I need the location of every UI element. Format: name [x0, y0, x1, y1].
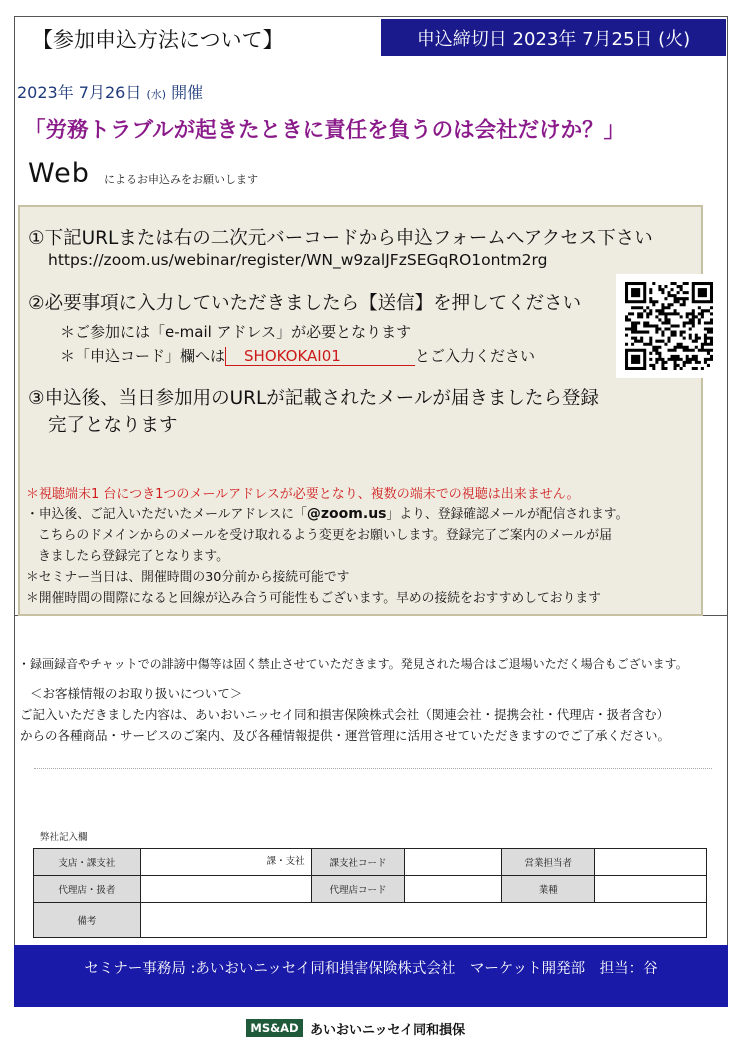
step-3: ③申込後、当日参加用のURLが記載されたメールが届きましたら登録 — [28, 388, 599, 409]
register-url-link[interactable]: https://zoom.us/webinar/register/WN_w9zalJFzSEGqRO1ontm2rg — [48, 251, 548, 269]
agent-code-label: 代理店コード — [311, 876, 405, 903]
qr-code-icon — [625, 282, 713, 370]
policy-text-1: ご記入いただきました内容は、あいおいニッセイ同和損害保険株式会社（関連会社・提携会社・代理店・扱者含む） — [20, 707, 670, 722]
remarks-field[interactable] — [140, 903, 706, 938]
step-1: ①下記URLまたは右の二次元バーコードから申込フォームへアクセス下さい — [28, 228, 653, 249]
step-2-note-code — [60, 345, 535, 366]
office-use-label: 弊社記入欄 — [40, 832, 88, 843]
event-date-text: 2023年 7月26日 — [17, 83, 142, 102]
footer-secretariat: セミナー事務局 :あいおいニッセイ同和損害保険株式会社 マーケット開発部 担当：谷 — [84, 961, 658, 977]
policy-recording: ・録画録音やチャットでの誹謗中傷等は固く禁止させていただきます。発見された場合はご退場いただく場合もございます。 — [18, 657, 688, 671]
agent-field[interactable] — [140, 876, 311, 903]
branch-suffix: 課・支社 — [266, 856, 305, 867]
note-connect-time: ＊セミナー当日は、開催時間の30分前から接続可能です — [26, 570, 350, 585]
note-confirmation-mail — [26, 503, 628, 522]
seminar-title: 「労務トラブルが起きたときに責任を負うのは会社だけか？」 — [24, 118, 626, 143]
step-2-note-email: ＊ご参加には「e-mail アドレス」が必要となります — [60, 323, 412, 341]
policy-heading: ＜お客様情報のお取り扱いについて＞ — [30, 686, 243, 701]
industry-field[interactable] — [595, 876, 707, 903]
note-mail-prefix: ・申込後、ご記入いただいたメールアドレスに「 — [26, 507, 307, 522]
table-row — [34, 903, 707, 938]
remarks-label: 備考 — [34, 903, 141, 938]
branch-code-field[interactable] — [405, 849, 502, 876]
event-weekday: (水) — [146, 88, 167, 101]
company-logo-text: あいおいニッセイ同和損保 — [310, 1023, 466, 1038]
branch-field[interactable] — [140, 849, 311, 876]
application-code: SHOKOKAI01 — [225, 347, 415, 366]
branch-code-label: 課支社コード — [311, 849, 405, 876]
code-note-prefix: ＊「申込コード」欄へは — [60, 347, 226, 365]
agent-label: 代理店・扱者 — [34, 876, 141, 903]
web-note: によるお申込みをお願いします — [104, 173, 258, 186]
deadline-badge: 申込締切日 2023年 7月25日 (火) — [381, 19, 726, 56]
event-date — [17, 80, 203, 103]
table-row — [34, 849, 707, 876]
industry-label: 業種 — [502, 876, 595, 903]
office-use-table — [33, 848, 707, 938]
note-domain-setting-cont: きましたら登録完了となります。 — [38, 549, 229, 564]
web-heading: Web — [28, 158, 90, 189]
agent-code-field[interactable] — [405, 876, 502, 903]
sales-rep-label: 営業担当者 — [502, 849, 595, 876]
sales-rep-field[interactable] — [595, 849, 707, 876]
policy-text-2: からの各種商品・サービスのご案内、及び各種情報提供・運営管理に活用させていただきますのでご了承ください。 — [20, 728, 671, 743]
step-2: ②必要事項に入力していただきましたら【送信】を押してください — [28, 293, 582, 314]
zoom-domain: @zoom.us — [306, 506, 387, 522]
branch-label: 支店・課支社 — [34, 849, 141, 876]
note-domain-setting: こちらのドメインからのメールを受け取れるよう変更をお願いします。登録完了ご案内のメールが届 — [38, 528, 612, 543]
table-row — [34, 876, 707, 903]
dotted-divider — [34, 768, 712, 769]
header-title: 【参加申込方法について】 — [32, 28, 284, 52]
event-held: 開催 — [171, 83, 204, 102]
qr-code[interactable] — [616, 274, 722, 378]
msad-logo: MS&AD — [246, 1019, 303, 1037]
note-congestion: ＊開催時間の間際になると回線が込み合う可能性もございます。早めの接続をおすすめしております — [26, 591, 601, 606]
step-3-cont: 完了となります — [48, 415, 178, 436]
code-note-suffix: とご入力ください — [415, 347, 536, 365]
note-mail-suffix: 」より、登録確認メールが配信されます。 — [386, 507, 629, 522]
note-device-limit: ＊視聴端末1 台につき1つのメールアドレスが必要となり、複数の端末での視聴は出来ません。 — [26, 487, 580, 502]
